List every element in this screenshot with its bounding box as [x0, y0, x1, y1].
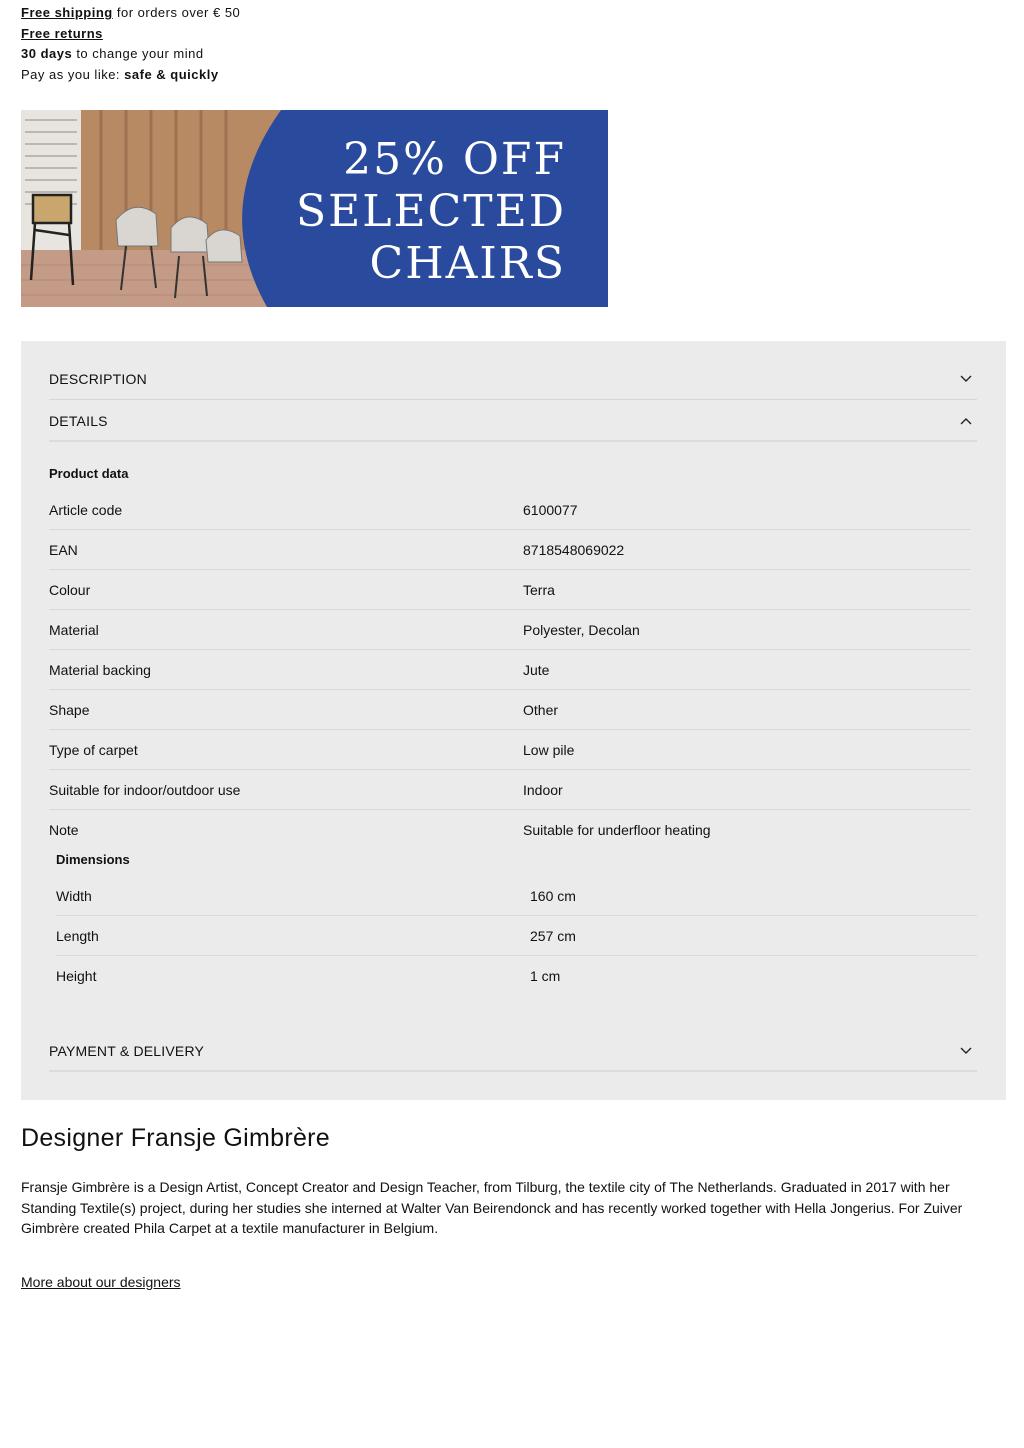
usp-payment [21, 65, 240, 86]
dimension-value: 257 cm [530, 928, 576, 944]
spec-value: Jute [523, 662, 550, 678]
table-row [49, 570, 971, 610]
dimension-key: Width [56, 888, 92, 904]
free-returns-link[interactable]: Free returns [21, 25, 103, 41]
spec-value: Other [523, 702, 559, 718]
promo-line-3: CHAIRS [369, 238, 566, 289]
table-row [56, 956, 977, 996]
promo-line-1: 25% OFF [343, 134, 566, 185]
accordion-details[interactable] [49, 400, 977, 442]
spec-value: 8718548069022 [523, 542, 625, 558]
accordion-description[interactable] [49, 358, 977, 400]
chevron-down-icon [959, 372, 973, 386]
dimension-value: 1 cm [530, 968, 561, 984]
spec-key: Suitable for indoor/outdoor use [49, 782, 241, 798]
table-row [49, 650, 971, 690]
table-row [49, 610, 971, 650]
accordion-details-label: DETAILS [49, 413, 108, 429]
table-row [56, 916, 977, 956]
dimension-key: Height [56, 968, 97, 984]
designer-title: Designer Fransje Gimbrère [21, 1124, 330, 1152]
spec-value: Suitable for underfloor heating [523, 822, 711, 838]
usp-list [21, 3, 240, 85]
spec-value: 6100077 [523, 502, 578, 518]
table-row [49, 530, 971, 570]
spec-value: Indoor [523, 782, 563, 798]
spec-key: Shape [49, 702, 90, 718]
table-row [49, 810, 971, 850]
usp-change-text: to change your mind [72, 46, 204, 61]
spec-key: Material [49, 622, 99, 638]
chevron-down-icon [959, 1044, 973, 1058]
spec-key: Note [49, 822, 79, 838]
spec-value: Polyester, Decolan [523, 622, 640, 638]
table-row [49, 490, 971, 530]
dimension-value: 160 cm [530, 888, 576, 904]
table-row [49, 690, 971, 730]
chevron-up-icon [959, 414, 973, 428]
designer-bio: Fransje Gimbrère is a Design Artist, Concept Creator and Design Teacher, from Tilburg, the textile city of The Netherlands. Graduated in 2017 with her Standing Textile(s) project, during her studies she interned at Walter Van Beirendonck and has recently worked together with Hella Jongerius. For Zuiver Gimbrère created Phila Carpet at a textile manufacturer in Belgium. [21, 1179, 963, 1236]
spec-key: Material backing [49, 662, 151, 678]
promo-banner-text [296, 134, 566, 290]
spec-key: Article code [49, 502, 123, 518]
dimension-key: Length [56, 928, 99, 944]
table-row [49, 770, 971, 810]
table-row [56, 876, 977, 916]
spec-key: Colour [49, 582, 91, 598]
accordion-payment-label: PAYMENT & DELIVERY [49, 1043, 205, 1059]
usp-change-mind [21, 44, 240, 65]
usp-shipping [21, 3, 240, 24]
promo-line-2: SELECTED [295, 186, 566, 237]
table-row [49, 730, 971, 770]
usp-payment-bold: safe & quickly [124, 66, 219, 82]
usp-days: 30 days [21, 46, 73, 61]
free-shipping-link[interactable]: Free shipping [21, 5, 113, 20]
accordion-description-label: DESCRIPTION [49, 371, 147, 387]
spec-key: EAN [49, 542, 78, 558]
product-info-panel [21, 341, 1006, 1100]
spec-value: Low pile [523, 742, 575, 758]
promo-banner[interactable] [21, 110, 608, 307]
dimensions-heading: Dimensions [56, 852, 130, 867]
usp-shipping-text: for orders over € 50 [112, 5, 241, 20]
spec-value: Terra [523, 582, 555, 598]
more-designers-link[interactable]: More about our designers [21, 1274, 181, 1290]
usp-payment-text: Pay as you like: [21, 66, 125, 82]
usp-returns [21, 24, 240, 45]
spec-key: Type of carpet [49, 742, 138, 758]
product-data-heading: Product data [49, 466, 129, 481]
accordion-payment-delivery[interactable] [49, 1030, 977, 1072]
